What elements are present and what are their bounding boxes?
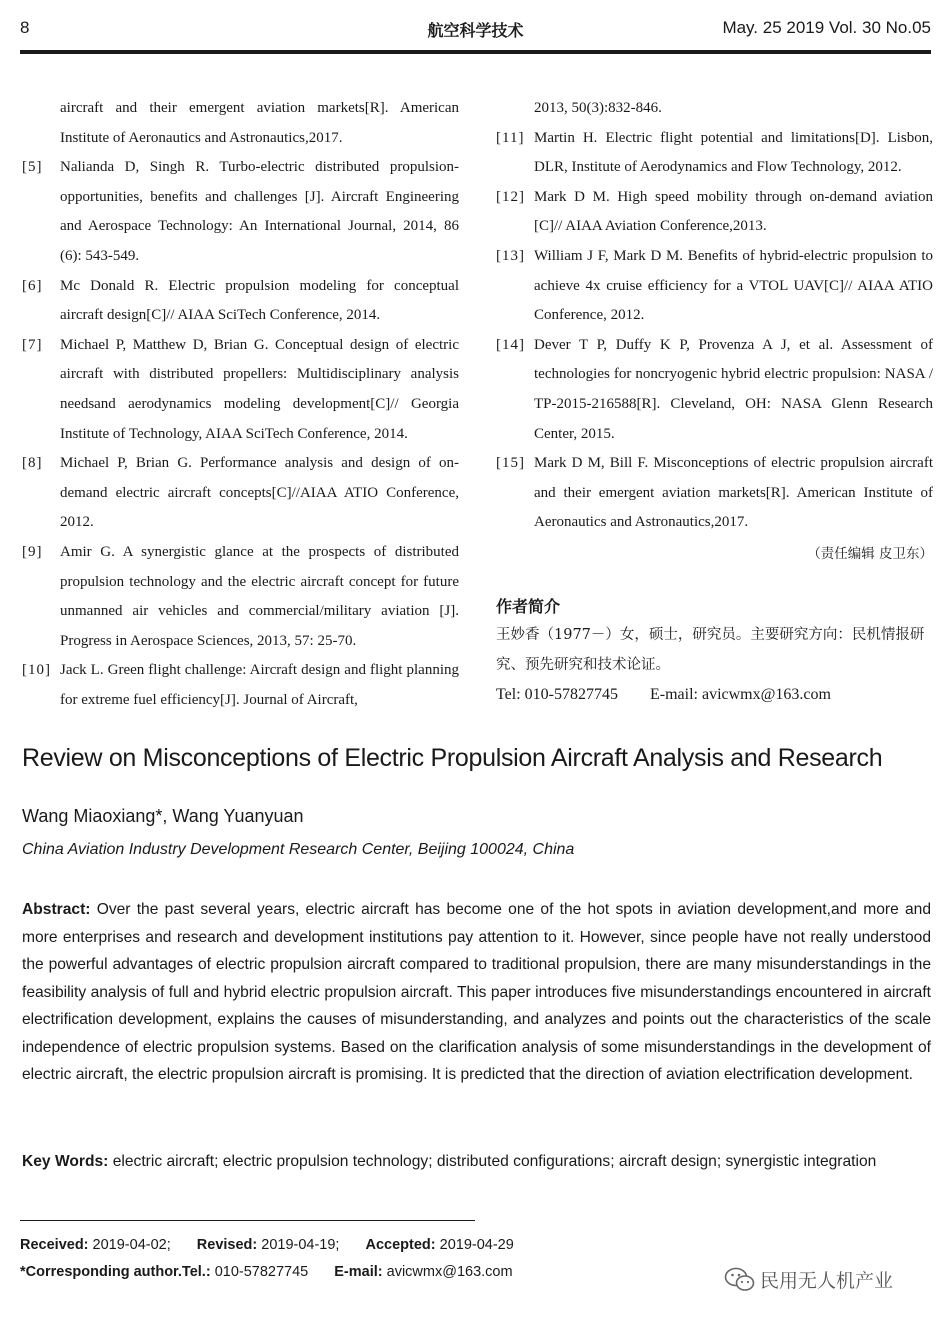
abstract-text: Over the past several years, electric aircraft has become one of the hot spots in aviation development,and more and more enterprises and research and development institutions pay attention to it. However, since people have not really understood the powerful advantages of electric propulsion aircraft compared to traditional propulsion, there are many misunderstandings in the feasibility analysis of full and hybrid electric propulsion aircraft. This paper introduces five misunderstandings encountered in aircraft electrification development, explains the causes of misunderstanding, and analyzes and points out the characteristics of the scale independence of electric propulsion systems. Based on the clarification analysis of some misunderstandings in the development of electric aircraft, the electric propulsion aircraft is promising. It is predicted that the direction of aviation electrification development. <box>22 901 931 1083</box>
reference-item <box>22 331 459 449</box>
reference-text: 2013, 50(3):832-846. <box>534 100 662 116</box>
author-tel: Tel: 010-57827745 <box>496 686 618 704</box>
reference-number: [11] <box>496 129 525 146</box>
footnote-rule <box>20 1220 475 1221</box>
keywords-text: electric aircraft; electric propulsion technology; distributed configurations; aircraft design; synergistic integration <box>112 1153 877 1170</box>
author-bio-text: 王妙香（1977－）女，硕士，研究员。主要研究方向：民机情报研究、预先研究和技术论证。 <box>496 627 925 673</box>
running-header <box>20 16 931 42</box>
reference-text: Mark D M. High speed mobility through on-demand aviation [C]// AIAA Aviation Conference,2013. <box>534 188 933 235</box>
keywords-label: Key Words: <box>22 1153 109 1170</box>
issue-info: May. 25 2019 Vol. 30 No.05 <box>722 18 931 37</box>
reference-number: [13] <box>496 247 525 264</box>
reference-item <box>496 124 933 183</box>
reference-item <box>496 242 933 331</box>
reference-text: Martin H. Electric flight potential and limitations[D]. Lisbon, DLR, Institute of Aerodynamics and Flow Technology, 2012. <box>534 129 933 176</box>
reference-item <box>22 656 459 715</box>
reference-number: [6] <box>22 277 43 294</box>
reference-item <box>22 94 459 153</box>
english-abstract <box>22 896 931 1089</box>
journal-title: 航空科学技术 <box>427 21 524 40</box>
references-left-column <box>22 94 459 715</box>
reference-number: [9] <box>22 543 43 560</box>
wechat-icon <box>724 1266 756 1294</box>
english-title: Review on Misconceptions of Electric Propulsion Aircraft Analysis and Research <box>22 744 883 772</box>
author-contact <box>496 680 933 710</box>
reference-item <box>496 331 933 449</box>
reference-number: [12] <box>496 188 525 205</box>
reference-number: [10] <box>22 662 51 679</box>
article-dates <box>20 1237 514 1253</box>
page-number: 8 <box>20 18 30 37</box>
reference-item <box>496 183 933 242</box>
english-keywords <box>22 1148 931 1176</box>
reference-item <box>22 272 459 331</box>
reference-item <box>22 449 459 538</box>
reference-item <box>22 538 459 656</box>
editor-note: （责任编辑 皮卫东） <box>807 545 933 562</box>
reference-text: Jack L. Green flight challenge: Aircraft design and flight planning for extreme fuel efficiency[J]. Journal of Aircraft, <box>60 662 459 708</box>
watermark-text: 民用无人机产业 <box>760 1270 894 1292</box>
reference-number: [7] <box>22 336 43 353</box>
reference-number: [15] <box>496 455 525 472</box>
corresponding-author <box>20 1264 513 1280</box>
corresponding-tel: 010-57827745 <box>214 1264 309 1280</box>
reference-text: Mc Donald R. Electric propulsion modeling for conceptual aircraft design[C]// AIAA SciTech Conference, 2014. <box>60 277 459 324</box>
reference-text: William J F, Mark D M. Benefits of hybrid-electric propulsion to achieve 4x cruise efficiency for a VTOL UAV[C]// AIAA ATIO Conference, 2012. <box>534 247 933 324</box>
header-rule <box>20 50 931 54</box>
received-label: Received: <box>20 1237 89 1253</box>
reference-text: Dever T P, Duffy K P, Provenza A J, et al. Assessment of technologies for noncryogenic hybrid electric propulsion: NASA / TP-2015-216588[R]. Cleveland, OH: NASA Glenn Research Center, 2015. <box>534 336 933 442</box>
received-date: 2019-04-02; <box>92 1237 171 1253</box>
english-affiliation: China Aviation Industry Development Research Center, Beijing 100024, China <box>22 841 575 858</box>
revised-date: 2019-04-19; <box>261 1237 340 1253</box>
reference-number: [5] <box>22 159 43 176</box>
abstract-label: Abstract: <box>22 901 91 918</box>
reference-item <box>496 94 933 124</box>
revised-label: Revised: <box>196 1237 258 1253</box>
author-bio-heading: 作者简介 <box>496 596 561 616</box>
reference-text: Mark D M, Bill F. Misconceptions of electric propulsion aircraft and their emergent aviation markets[R]. American Institute of Aeronautics and Astronautics,2017. <box>534 455 933 531</box>
watermark <box>724 1264 934 1296</box>
reference-item <box>496 449 933 538</box>
reference-text: aircraft and their emergent aviation markets[R]. American Institute of Aeronautics and Astronautics,2017. <box>60 100 459 146</box>
reference-number: [14] <box>496 336 525 353</box>
references-right-column <box>496 94 933 710</box>
corresponding-email[interactable]: avicwmx@163.com <box>386 1264 513 1280</box>
english-authors: Wang Miaoxiang*, Wang Yuanyuan <box>22 806 304 826</box>
reference-item <box>22 153 459 271</box>
reference-number: [8] <box>22 455 43 472</box>
author-email[interactable]: E-mail: avicwmx@163.com <box>649 686 831 704</box>
accepted-date: 2019-04-29 <box>439 1237 514 1253</box>
accepted-label: Accepted: <box>365 1237 436 1253</box>
reference-text: Amir G. A synergistic glance at the prospects of distributed propulsion technology and the electric aircraft concept for future unmanned air vehicles and commercial/military aviation [J]. Progress in Aerospace Sciences, 2013, 57: 25-70. <box>60 543 459 649</box>
email-label: E-mail: <box>334 1264 383 1280</box>
reference-text: Michael P, Matthew D, Brian G. Conceptual design of electric aircraft with distributed propellers: Multidisciplinary analysis needsand aerodynamics modeling development[C]// Georgia Institute of Technology, AIAA SciTech Conference, 2014. <box>60 336 459 442</box>
reference-text: Nalianda D, Singh R. Turbo-electric distributed propulsion-opportunities, benefits and challenges [J]. Aircraft Engineering and Aerospace Technology: An International Journal, 2014, 86 (6): 543-549. <box>60 159 459 264</box>
corresponding-label: *Corresponding author.Tel.: <box>20 1264 211 1280</box>
reference-text: Michael P, Brian G. Performance analysis and design of on-demand electric aircraft concepts[C]//AIAA ATIO Conference, 2012. <box>60 455 459 531</box>
